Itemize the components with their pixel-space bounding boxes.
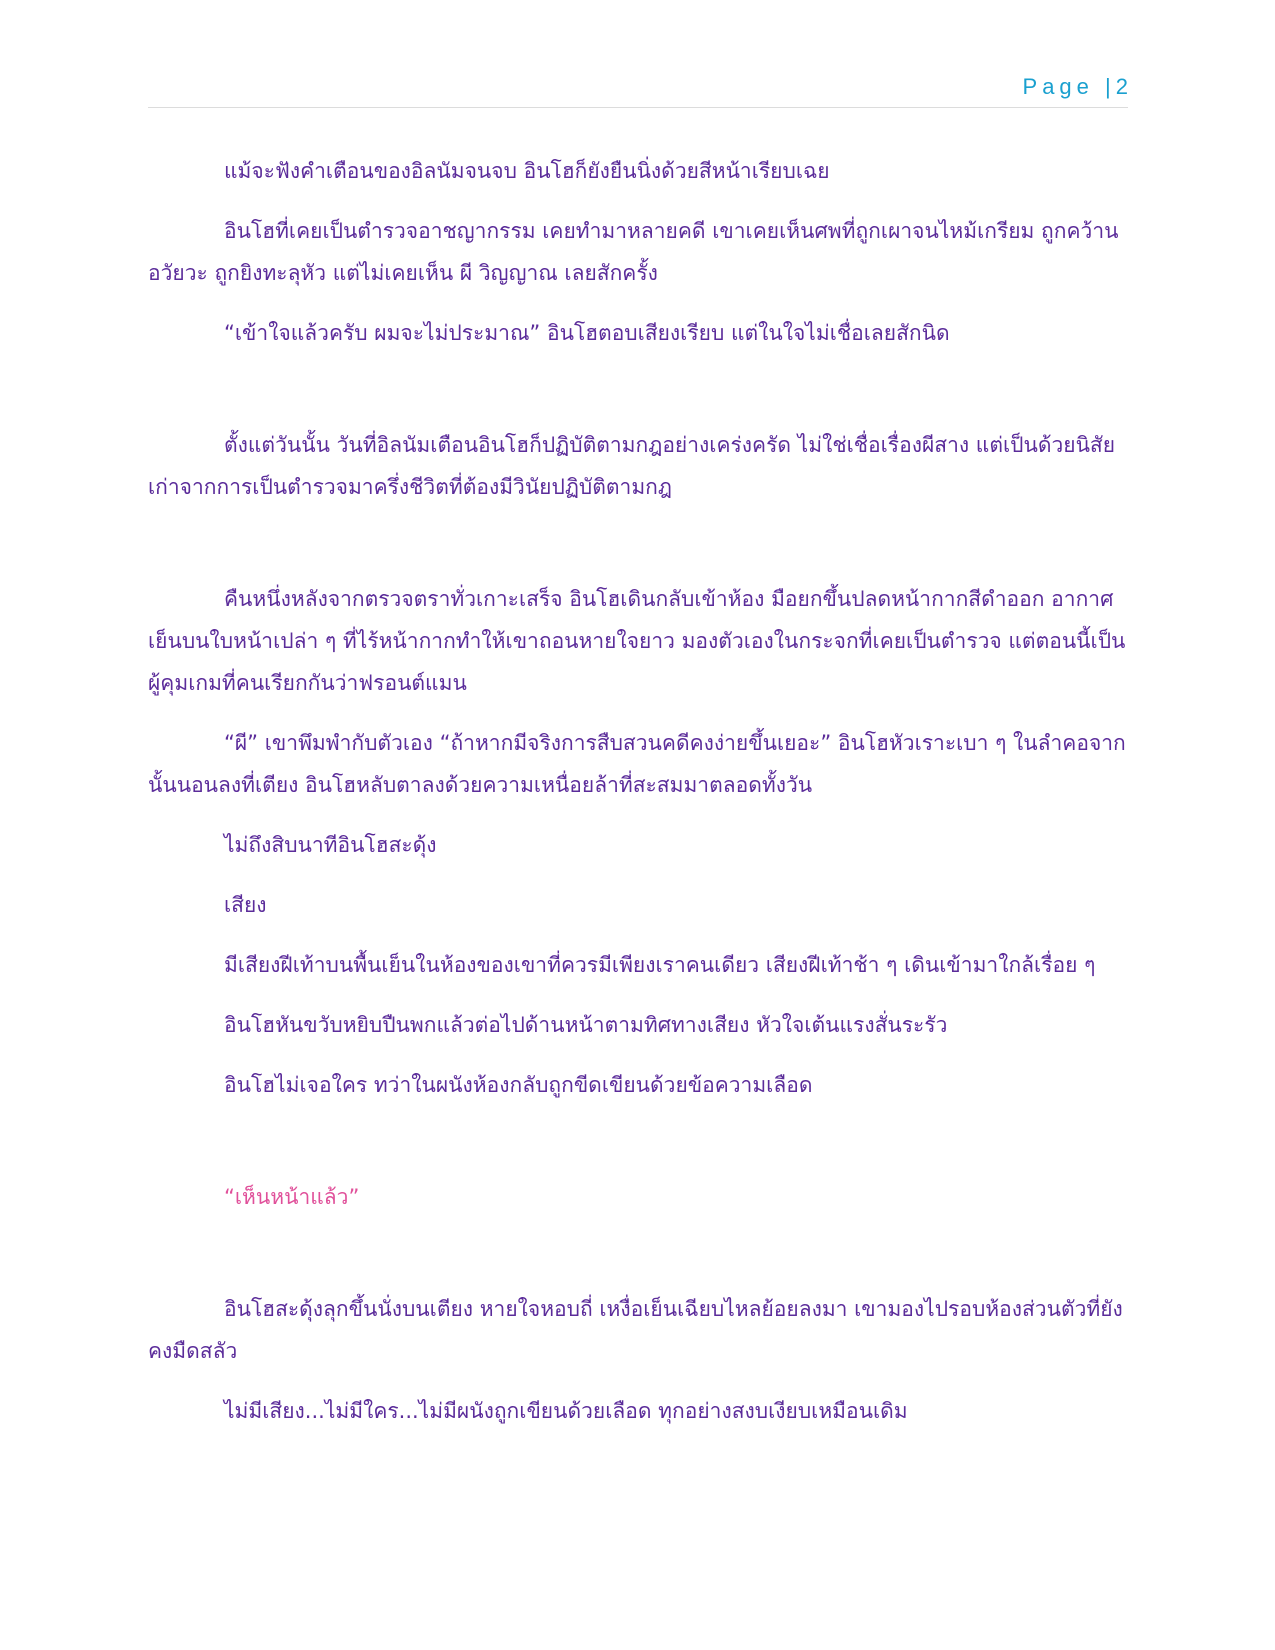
header-divider xyxy=(148,107,1128,108)
blood-message-quote: “เห็นหน้าแล้ว” xyxy=(224,1185,360,1209)
paragraph: อินโฮสะดุ้งลุกขึ้นนั่งบนเตียง หายใจหอบถี่ เหงื่อเย็นเฉียบไหลย้อยลงมา เขามองไปรอบห้องส่วนตัวที่ยังคงมืดสลัว xyxy=(148,1297,1123,1363)
paragraph: คืนหนึ่งหลังจากตรวจตราทั่วเกาะเสร็จ อินโฮเดินกลับเข้าห้อง มือยกขึ้นปลดหน้ากากสีดำออก อากาศเย็นบนใบหน้าเปล่า ๆ ที่ไร้หน้ากากทำให้เขาถอนหายใจยาว มองตัวเองในกระจกที่เคยเป็นตำรวจ แต่ตอนนี้เป็นผู้คุมเกมที่คนเรียกกันว่าฟรอนต์แมน xyxy=(148,587,1126,695)
page-number: 2 xyxy=(1115,74,1128,99)
paragraph: ไม่ถึงสิบนาทีอินโฮสะดุ้ง xyxy=(224,833,437,857)
paragraph: เสียง xyxy=(224,893,267,917)
page-separator: | xyxy=(1105,74,1116,99)
blank-space xyxy=(148,372,1128,424)
page-number-label xyxy=(1023,74,1128,100)
paragraph: อินโฮไม่เจอใคร ทว่าในผนังห้องกลับถูกขีดเขียนด้วยข้อความเลือด xyxy=(224,1073,813,1097)
blank-space xyxy=(148,1124,1128,1176)
page-header xyxy=(148,74,1128,108)
paragraph: อินโฮที่เคยเป็นตำรวจอาชญากรรม เคยทำมาหลายคดี เขาเคยเห็นศพที่ถูกเผาจนไหม้เกรียม ถูกคว้านอวัยวะ ถูกยิงทะลุหัว แต่ไม่เคยเห็น ผี วิญญาณ เลยสักครั้ง xyxy=(148,219,1119,285)
paragraph: “เข้าใจแล้วครับ ผมจะไม่ประมาณ” อินโฮตอบเสียงเรียบ แต่ในใจไม่เชื่อเลยสักนิด xyxy=(224,321,950,345)
document-body xyxy=(148,150,1128,1450)
paragraph: อินโฮหันขวับหยิบปืนพกแล้วต่อไปด้านหน้าตามทิศทางเสียง หัวใจเต้นแรงสั่นระรัว xyxy=(224,1013,948,1037)
blank-space xyxy=(148,526,1128,578)
page-word: Page xyxy=(1022,74,1094,99)
paragraph: ตั้งแต่วันนั้น วันที่อิลนัมเตือนอินโฮก็ปฏิบัติตามกฎอย่างเคร่งครัด ไม่ใช่เชื่อเรื่องผีสาง แต่เป็นด้วยนิสัยเก่าจากการเป็นตำรวจมาครึ่งชีวิตที่ต้องมีวินัยปฏิบัติตามกฎ xyxy=(148,433,1116,499)
paragraph: แม้จะฟังคำเตือนของอิลนัมจนจบ อินโฮก็ยังยืนนิ่งด้วยสีหน้าเรียบเฉย xyxy=(224,159,830,183)
paragraph: “ผี” เขาพึมพำกับตัวเอง “ถ้าหากมีจริงการสืบสวนคดีคงง่ายขึ้นเยอะ” อินโฮหัวเราะเบา ๆ ในลำคอจากนั้นนอนลงที่เตียง อินโฮหลับตาลงด้วยความเหนื่อยล้าที่สะสมมาตลอดทั้งวัน xyxy=(148,731,1126,797)
paragraph: ไม่มีเสียง...ไม่มีใคร...ไม่มีผนังถูกเขียนด้วยเลือด ทุกอย่างสงบเงียบเหมือนเดิม xyxy=(224,1399,908,1423)
paragraph: มีเสียงฝีเท้าบนพื้นเย็นในห้องของเขาที่ควรมีเพียงเราคนเดียว เสียงฝีเท้าช้า ๆ เดินเข้ามาใกล้เรื่อย ๆ xyxy=(224,953,1096,977)
blank-space xyxy=(148,1236,1128,1288)
